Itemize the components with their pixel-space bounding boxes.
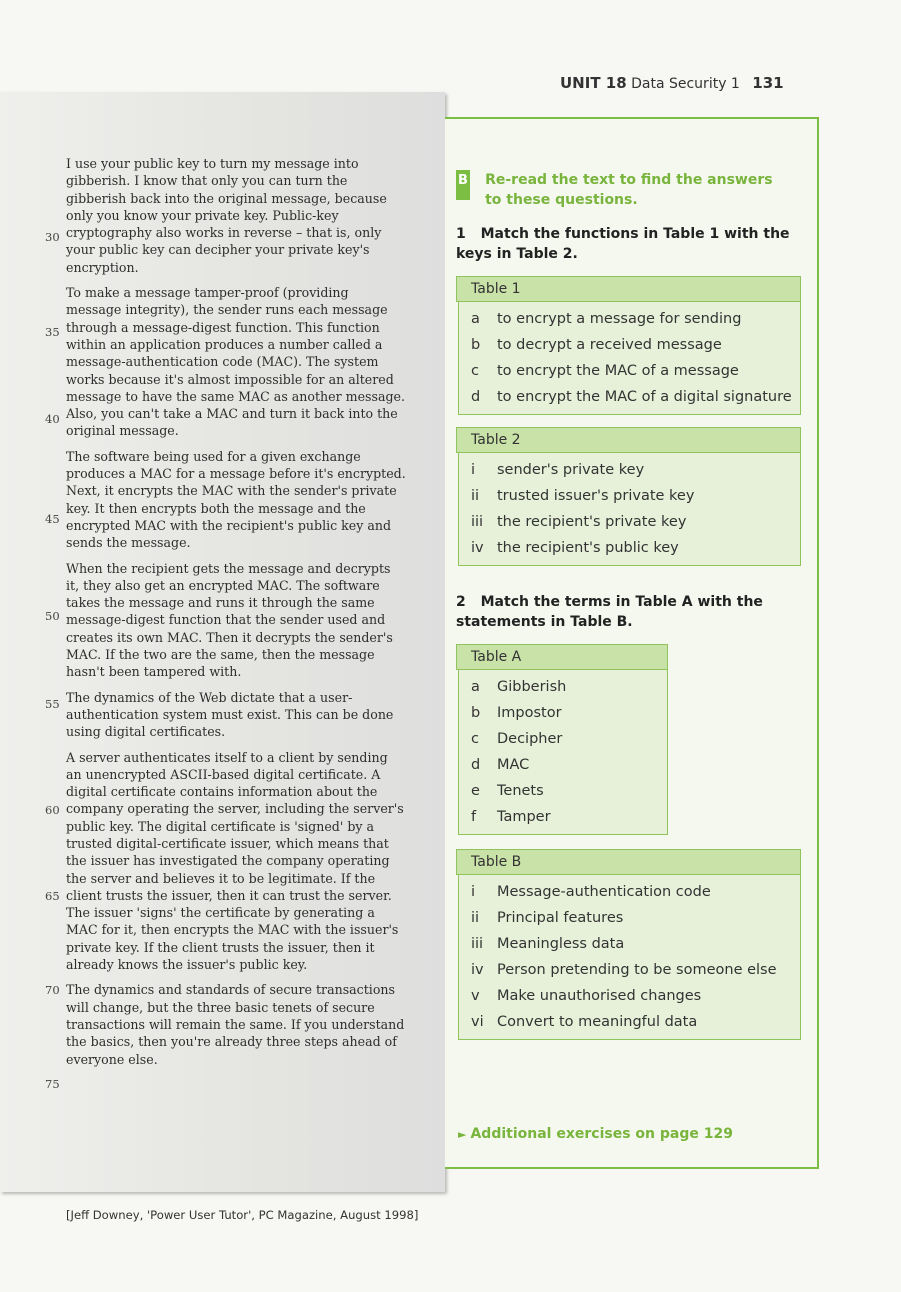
table-title: Table A bbox=[456, 644, 668, 670]
section-tag: B bbox=[456, 170, 470, 200]
table-row: e Tenets bbox=[471, 783, 544, 799]
table-body bbox=[458, 453, 801, 566]
additional-exercises-label: Additional exercises on page 129 bbox=[470, 1126, 733, 1142]
table-row: ii Principal features bbox=[471, 910, 624, 926]
table-title: Table B bbox=[456, 849, 801, 875]
paragraph: The dynamics and standards of secure transactions will change, but the three basic tenets of secure transactions will remain the same. If you understand the basics, then you're already three steps ahead of everyone else. bbox=[66, 982, 405, 1067]
table-row: iv Person pretending to be someone else bbox=[471, 962, 777, 978]
paragraph: I use your public key to turn my message into gibberish. I know that only you can turn the gibberish back into the original message, because only you know your private key. Public-key cryptography also works in reverse – that is, only your public key can decipher your private key's encryption. bbox=[66, 156, 387, 275]
table-row: iii Meaningless data bbox=[471, 936, 625, 952]
table-row: ii trusted issuer's private key bbox=[471, 488, 695, 504]
arrow-right-icon: ► bbox=[458, 1128, 467, 1141]
line-number: 75 bbox=[45, 1077, 60, 1091]
table-row: f Tamper bbox=[471, 809, 551, 825]
table-row: a Gibberish bbox=[471, 679, 567, 695]
reading-text bbox=[66, 155, 406, 1076]
instruction-text: Re-read the text to find the answers to these questions. bbox=[485, 172, 773, 208]
question-number: 1 bbox=[456, 226, 466, 242]
question-text: Match the terms in Table A with the statements in Table B. bbox=[456, 594, 763, 630]
table-a bbox=[456, 644, 668, 835]
table-1 bbox=[456, 276, 801, 415]
additional-exercises-link[interactable] bbox=[458, 1126, 733, 1142]
table-row: b Impostor bbox=[471, 705, 562, 721]
paragraph: To make a message tamper-proof (providing message integrity), the sender runs each message through a message-digest function. This function within an application produces a number called a message-authentication code (MAC). The system works because it's almost impossible for an altered message to have the same MAC as another message. Also, you can't take a MAC and turn it back into the original message. bbox=[66, 285, 405, 439]
line-number: 50 bbox=[45, 609, 60, 623]
table-row: v Make unauthorised changes bbox=[471, 988, 702, 1004]
unit-title: Data Security 1 bbox=[631, 76, 740, 92]
question-2 bbox=[456, 592, 806, 632]
table-row: c to encrypt the MAC of a message bbox=[471, 363, 739, 379]
line-number: 70 bbox=[45, 983, 60, 997]
paragraph: The software being used for a given exchange produces a MAC for a message before it's encrypted. Next, it encrypts the MAC with the sender's private key. It then encrypts both the message and the encrypted MAC with the recipient's public key and sends the message. bbox=[66, 448, 406, 551]
table-row: i Message-authentication code bbox=[471, 884, 711, 900]
table-body bbox=[458, 670, 668, 835]
table-row: b to decrypt a received message bbox=[471, 337, 722, 353]
table-2 bbox=[456, 427, 801, 566]
paragraph: When the recipient gets the message and decrypts it, they also get an encrypted MAC. The software takes the message and runs it through the same message-digest function that the sender used and creates its own MAC. Then it decrypts the sender's MAC. If the two are the same, then the message hasn't been tampered with. bbox=[66, 560, 393, 680]
table-title: Table 2 bbox=[456, 427, 801, 453]
table-row: iii the recipient's private key bbox=[471, 514, 687, 530]
instruction-block bbox=[456, 170, 806, 210]
table-body bbox=[458, 302, 801, 415]
table-row: c Decipher bbox=[471, 731, 563, 747]
unit-label: UNIT 18 bbox=[560, 74, 627, 92]
question-text: Match the functions in Table 1 with the keys in Table 2. bbox=[456, 226, 790, 262]
table-body bbox=[458, 875, 801, 1040]
question-number: 2 bbox=[456, 594, 466, 610]
table-row: i sender's private key bbox=[471, 462, 645, 478]
exercise-content bbox=[456, 170, 806, 1040]
paragraph: The dynamics of the Web dictate that a user-authentication system must exist. This can be done using digital certificates. bbox=[66, 689, 394, 740]
question-1 bbox=[456, 224, 806, 264]
page-number: 131 bbox=[752, 74, 784, 92]
paragraph: A server authenticates itself to a client by sending an unencrypted ASCII-based digital certificate. A digital certificate contains information about the company operating the server, including the server's public key. The digital certificate is 'signed' by a trusted digital-certificate issuer, which means that the issuer has investigated the company operating the server and believes it to be legitimate. If the client trusts the issuer, then it can trust the server. The issuer 'signs' the certificate by generating a MAC for it, then encrypts the MAC with the issuer's private key. If the client trusts the issuer, then it already knows the issuer's public key. bbox=[66, 749, 404, 973]
line-number: 65 bbox=[45, 889, 60, 903]
line-number: 55 bbox=[45, 697, 60, 711]
table-row: a to encrypt a message for sending bbox=[471, 311, 742, 327]
page-header bbox=[560, 74, 860, 92]
table-row: d MAC bbox=[471, 757, 530, 773]
line-number: 30 bbox=[45, 230, 60, 244]
table-b bbox=[456, 849, 801, 1040]
citation: [Jeff Downey, 'Power User Tutor', PC Magazine, August 1998] bbox=[66, 1208, 419, 1222]
table-title: Table 1 bbox=[456, 276, 801, 302]
table-row: d to encrypt the MAC of a digital signature bbox=[471, 389, 792, 405]
line-number: 40 bbox=[45, 412, 60, 426]
table-row: iv the recipient's public key bbox=[471, 540, 679, 556]
table-row: vi Convert to meaningful data bbox=[471, 1014, 698, 1030]
line-number: 60 bbox=[45, 803, 60, 817]
line-number: 35 bbox=[45, 325, 60, 339]
line-number: 45 bbox=[45, 512, 60, 526]
